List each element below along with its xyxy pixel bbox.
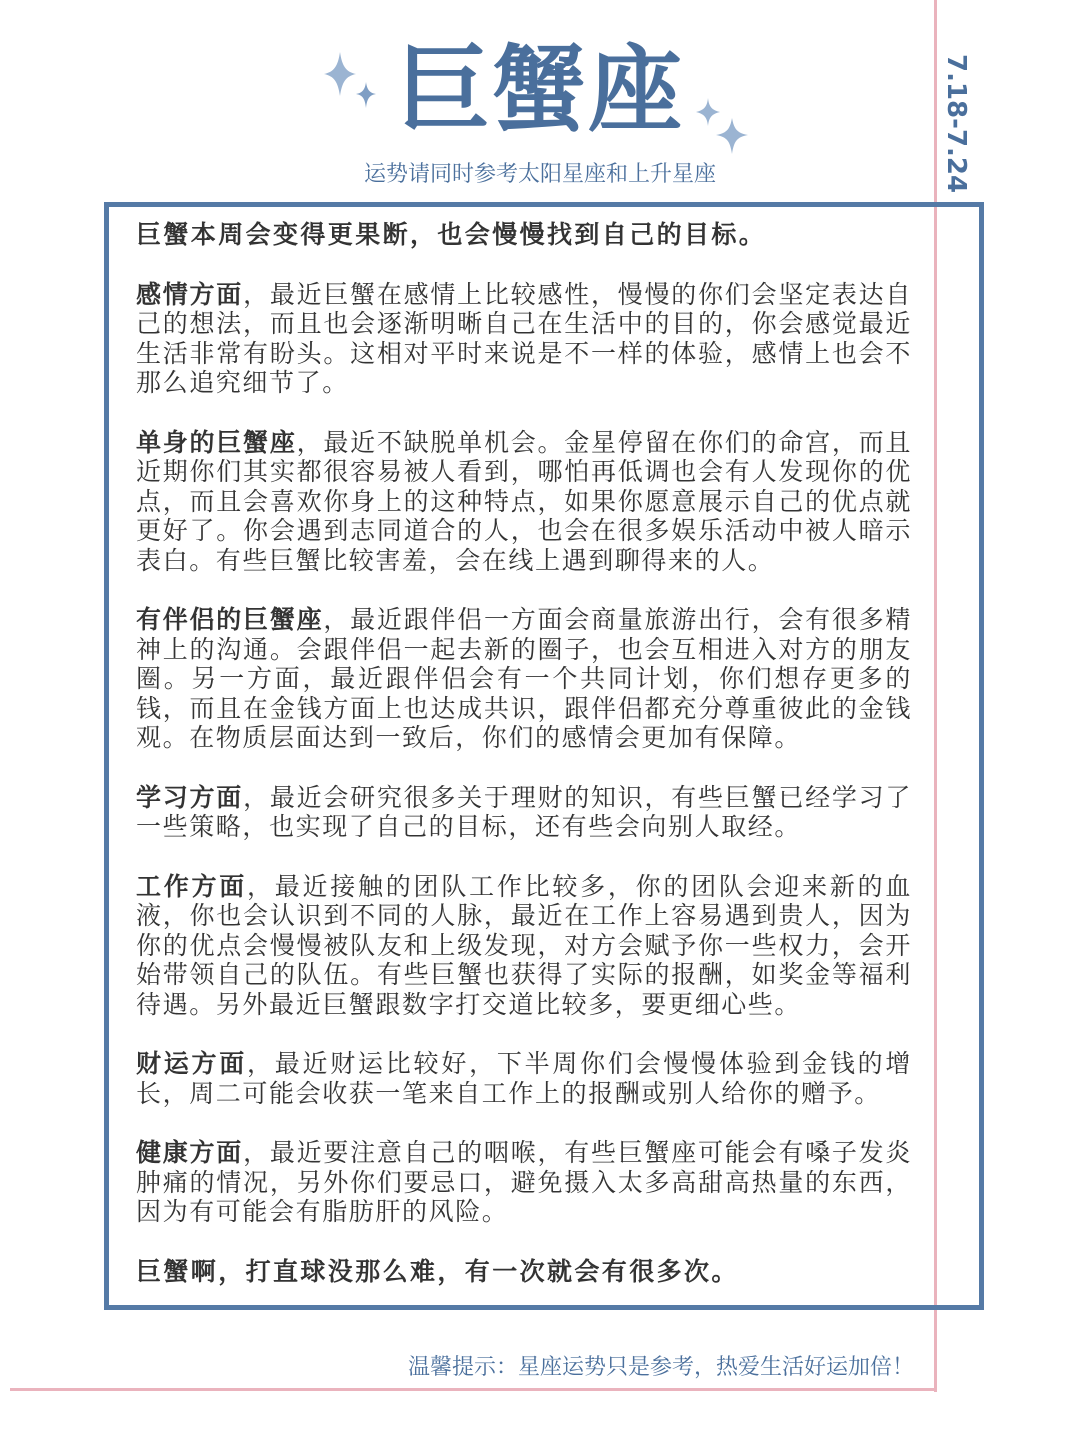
section-heading: 健康方面: [136, 1138, 244, 1167]
section-text: ，最近巨蟹在感情上比较感性，慢慢的你们会坚定表达自己的想法，而且也会逐渐明晰自己在生活中的目的，你会感觉最近生活非常有盼头。这相对平时来说是不一样的体验，感情上也会不那么追究细节了。: [136, 279, 912, 397]
horoscope-content: [136, 220, 912, 1316]
section-text: ，最近不缺脱单机会。金星停留在你们的命宫，而且近期你们其实都很容易被人看到，哪怕再低调也会有人发现你的优点，而且会喜欢你身上的这种特点，如果你愿意展示自己的优点就更好了。你会遇到志同道合的人，也会在很多娱乐活动中被人暗示表白。有些巨蟹比较害羞，会在线上遇到聊得来的人。: [136, 427, 912, 575]
section-text: ，最近接触的团队工作比较多，你的团队会迎来新的血液，你也会认识到不同的人脉，最近在工作上容易遇到贵人，因为你的优点会慢慢被队友和上级发现，对方会赋予你一些权力，会开始带领自己的队伍。有些巨蟹也获得了实际的报酬，如奖金等福利待遇。另外最近巨蟹跟数字打交道比较多，要更细心些。: [136, 871, 913, 1019]
section-partnered: [136, 605, 912, 753]
section-single: [136, 428, 912, 576]
lead-sentence: 巨蟹本周会变得更果断，也会慢慢找到自己的目标。: [136, 220, 767, 249]
section-love: [136, 280, 912, 398]
section-text: ，最近会研究很多关于理财的知识，有些巨蟹已经学习了一些策略，也实现了自己的目标，还有些会向别人取经。: [136, 782, 912, 841]
section-heading: 有伴侣的巨蟹座: [136, 605, 324, 634]
section-study: [136, 783, 912, 842]
section-wealth: [136, 1049, 912, 1108]
pink-horizontal-line: [10, 1388, 937, 1391]
section-heading: 感情方面: [136, 279, 244, 309]
section-heading: 学习方面: [136, 782, 244, 812]
date-range: 7.18-7.24: [941, 54, 971, 194]
closing-sentence: 巨蟹啊，打直球没那么难，有一次就会有很多次。: [136, 1256, 739, 1286]
footer-tip: 温馨提示：星座运势只是参考，热爱生活好运加倍！: [407, 1355, 914, 1380]
section-text: ，最近要注意自己的咽喉，有些巨蟹座可能会有嗓子发炎肿痛的情况，另外你们要忌口，避免摄入太多高甜高热量的东西，因为有可能会有脂肪肝的风险。: [136, 1138, 912, 1226]
section-text: ，最近跟伴侣一方面会商量旅游出行，会有很多精神上的沟通。会跟伴侣一起去新的圈子，也会互相进入对方的朋友圈。另一方面，最近跟伴侣会有一个共同计划，你们想存更多的钱，而且在金钱方面上也达成共识，跟伴侣都充分尊重彼此的金钱观。在物质层面达到一致后，你们的感情会更加有保障。: [136, 605, 913, 752]
section-heading: 工作方面: [136, 871, 248, 901]
section-heading: 单身的巨蟹座: [136, 427, 297, 457]
section-work: [136, 872, 912, 1020]
page-title: 巨蟹座: [395, 36, 684, 145]
section-health: [136, 1138, 912, 1227]
section-text: ，最近财运比较好，下半周你们会慢慢体验到金钱的增长，周二可能会收获一笔来自工作上的报酬或别人给你的赠予。: [136, 1049, 913, 1108]
subtitle: 运势请同时参考太阳星座和上升星座: [363, 162, 716, 187]
section-heading: 财运方面: [136, 1049, 248, 1078]
